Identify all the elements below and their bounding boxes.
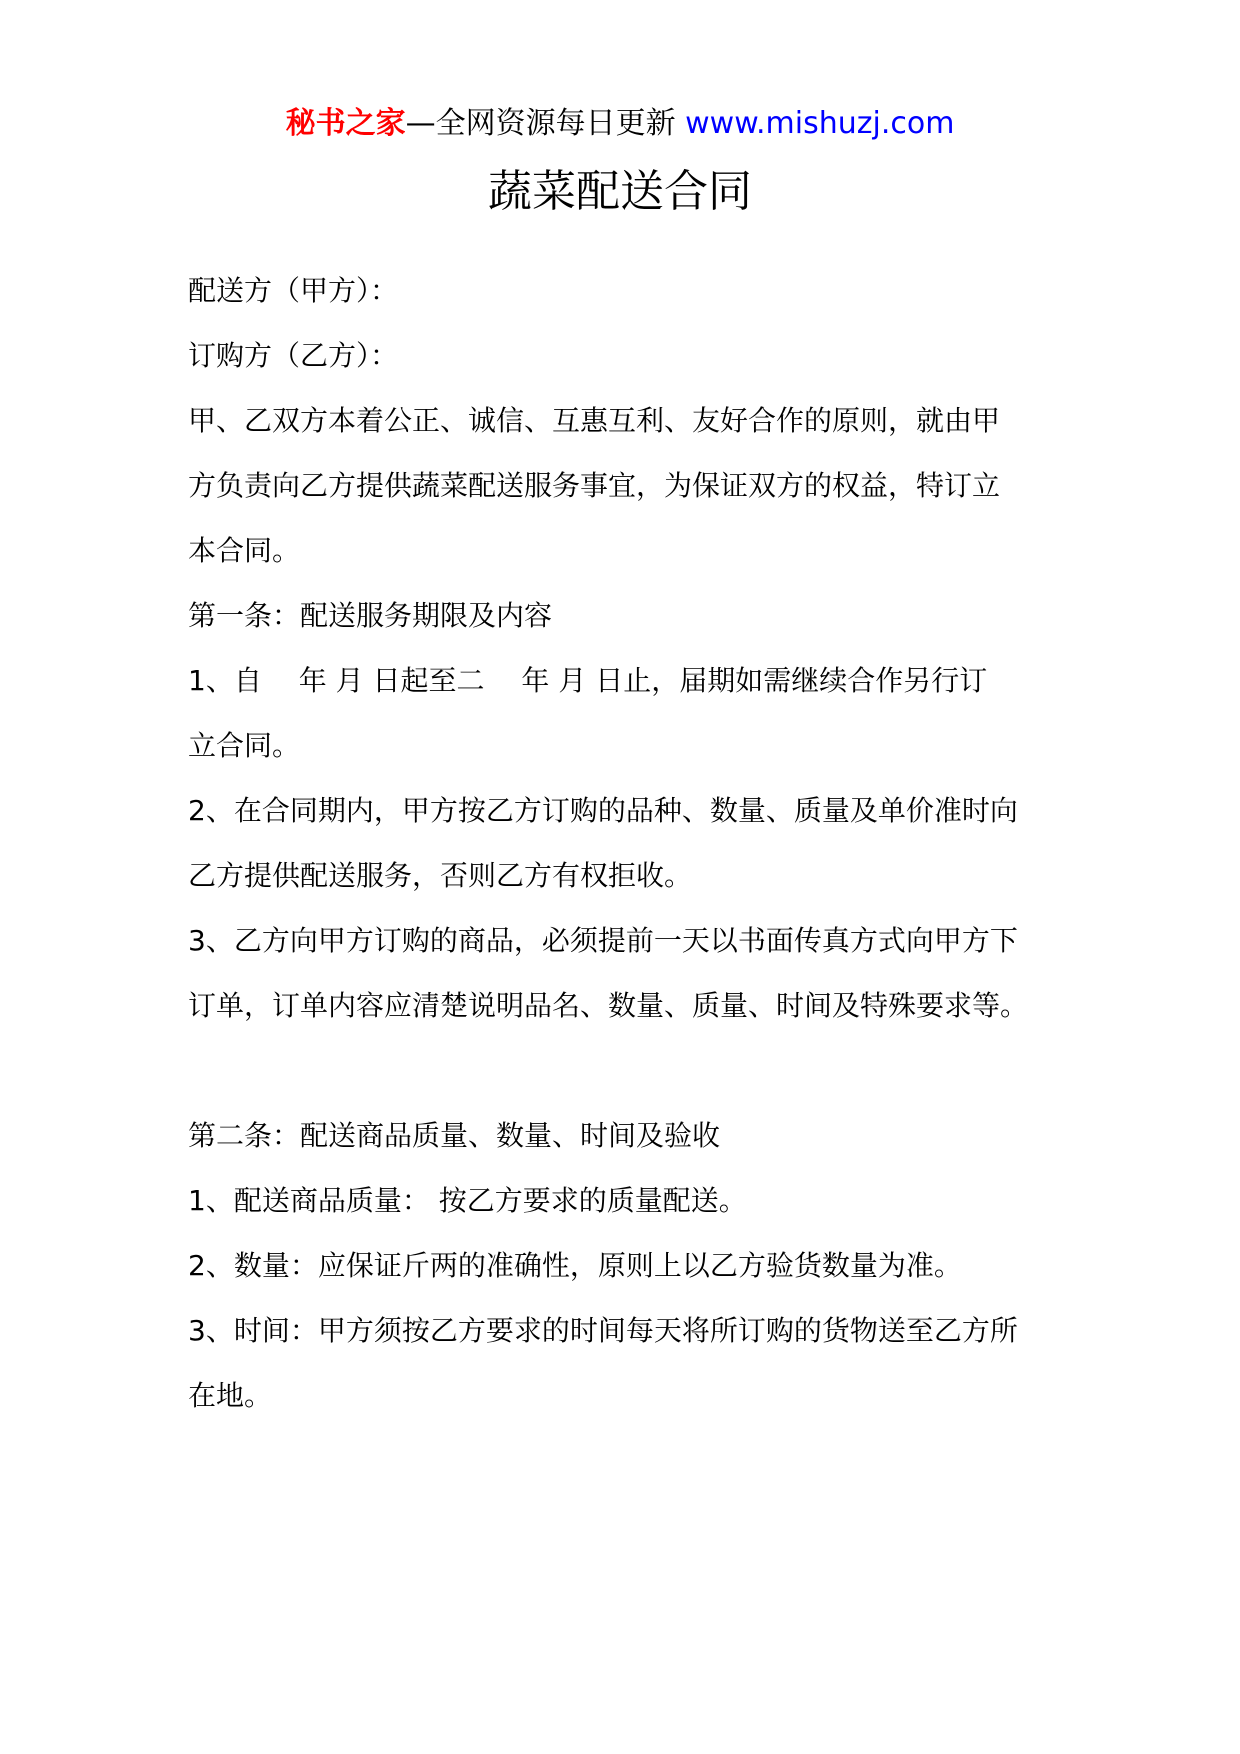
document-title: 蔬菜配送合同 — [488, 166, 752, 217]
contract-body — [188, 258, 1068, 1428]
article-1-clause-2-line-1: 2、在合同期内，甲方按乙方订购的品种、数量、质量及单价准时向 — [188, 794, 1018, 827]
blank-line — [188, 1038, 1068, 1103]
article-1-clause-2-line-2: 乙方提供配送服务，否则乙方有权拒收。 — [188, 859, 693, 892]
article-1-clause-3-line-1: 3、乙方向甲方订购的商品，必须提前一天以书面传真方式向甲方下 — [188, 924, 1018, 957]
intro-line-2: 方负责向乙方提供蔬菜配送服务事宜，为保证双方的权益，特订立 — [188, 469, 1001, 502]
article-2-clause-3-line-2: 在地。 — [188, 1379, 273, 1412]
intro-line-1: 甲、乙双方本着公正、诚信、互惠互利、友好合作的原则，就由甲 — [188, 404, 1001, 437]
article-2-clause-2: 2、数量：应保证斤两的准确性，原则上以乙方验货数量为准。 — [188, 1249, 962, 1282]
party-b-line: 订购方（乙方）： — [188, 339, 399, 372]
article-2-clause-1: 1、配送商品质量： 按乙方要求的质量配送。 — [188, 1184, 747, 1217]
article-1-heading: 第一条：配送服务期限及内容 — [188, 599, 553, 632]
party-a-line: 配送方（甲方）： — [188, 274, 399, 307]
article-2-heading: 第二条：配送商品质量、数量、时间及验收 — [188, 1119, 721, 1152]
article-1-clause-1-line-1: 1、自 年 月 日起至二 年 月 日止，届期如需继续合作另行订 — [188, 664, 988, 697]
article-2-clause-3-line-1: 3、时间：甲方须按乙方要求的时间每天将所订购的货物送至乙方所 — [188, 1314, 1018, 1347]
website-link[interactable]: www.mishuzj.com — [685, 106, 955, 141]
brand-name: 秘书之家 — [285, 106, 406, 141]
article-1-clause-1-line-2: 立合同。 — [188, 729, 301, 762]
intro-line-3: 本合同。 — [188, 534, 301, 567]
site-header — [0, 100, 1240, 148]
header-slogan: —全网资源每日更新 — [405, 106, 686, 141]
article-1-clause-3-line-2: 订单，订单内容应清楚说明品名、数量、质量、时间及特殊要求等。 — [188, 989, 1029, 1022]
